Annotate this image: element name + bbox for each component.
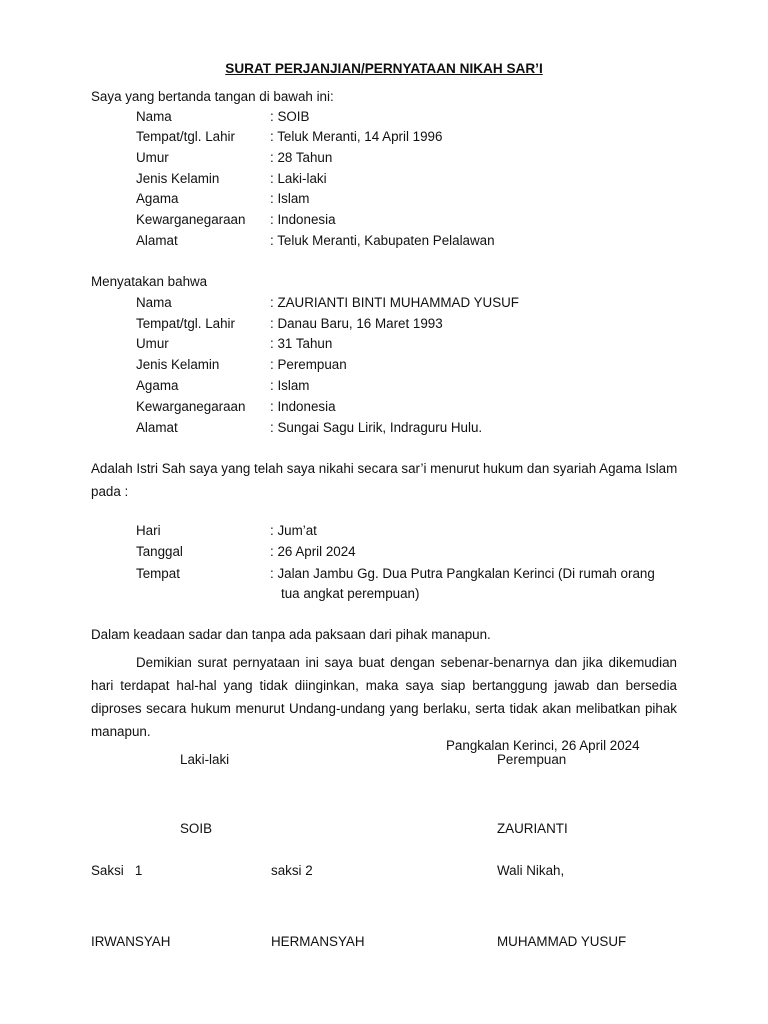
guardian-role-label: Wali Nikah,	[497, 863, 565, 878]
bride-address-label: Alamat	[136, 420, 178, 435]
guardian-name: MUHAMMAD YUSUF	[497, 934, 627, 949]
bride-birth-label: Tempat/tgl. Lahir	[136, 316, 235, 331]
witness2-role-label: saksi 2	[271, 863, 313, 878]
bride-birth-value: : Danau Baru, 16 Maret 1993	[270, 316, 443, 331]
bride-name-value: : ZAURIANTI BINTI MUHAMMAD YUSUF	[270, 295, 519, 310]
groom-name-label: Nama	[136, 109, 172, 124]
female-role-label: Perempuan	[497, 752, 567, 767]
marriage-statement: Adalah Istri Sah saya yang telah saya nikahi secara sar’i menurut hukum dan syariah Agama Islam pada :	[91, 461, 678, 499]
male-role-label: Laki-laki	[180, 752, 230, 767]
groom-birth-label: Tempat/tgl. Lahir	[136, 129, 235, 144]
bride-citizenship-label: Kewarganegaraan	[136, 399, 246, 414]
event-place-continuation: tua angkat perempuan)	[281, 586, 420, 601]
bride-gender-label: Jenis Kelamin	[136, 357, 220, 372]
groom-birth-value: : Teluk Meranti, 14 April 1996	[270, 129, 443, 144]
bride-gender-value: : Perempuan	[270, 357, 347, 372]
groom-age-value: : 28 Tahun	[270, 150, 333, 165]
intro-text: Saya yang bertanda tangan di bawah ini:	[91, 89, 334, 104]
bride-citizenship-value: : Indonesia	[270, 399, 336, 414]
groom-religion-label: Agama	[136, 191, 179, 206]
groom-name-value: : SOIB	[270, 109, 310, 124]
groom-age-label: Umur	[136, 150, 169, 165]
groom-citizenship-value: : Indonesia	[270, 212, 336, 227]
groom-citizenship-label: Kewarganegaraan	[136, 212, 246, 227]
document-title: SURAT PERJANJIAN/PERNYATAAN NIKAH SAR’I	[225, 61, 543, 76]
groom-religion-value: : Islam	[270, 191, 310, 206]
bride-religion-label: Agama	[136, 378, 179, 393]
witness1-name: IRWANSYAH	[91, 934, 171, 949]
statement-intro: Menyatakan bahwa	[91, 274, 208, 289]
witness2-name: HERMANSYAH	[271, 934, 365, 949]
bride-age-label: Umur	[136, 336, 169, 351]
witness1-role-label: Saksi 1	[91, 863, 143, 878]
groom-address-label: Alamat	[136, 233, 178, 248]
event-day-label: Hari	[136, 523, 161, 538]
event-place-label: Tempat	[136, 566, 180, 581]
groom-gender-value: : Laki-laki	[270, 171, 327, 186]
consent-text: Dalam keadaan sadar dan tanpa ada paksaan dari pihak manapun.	[91, 627, 491, 642]
event-place-value: : Jalan Jambu Gg. Dua Putra Pangkalan Kerinci (Di rumah orang	[270, 566, 655, 581]
bride-religion-value: : Islam	[270, 378, 310, 393]
closing-paragraph: Demikian surat pernyataan ini saya buat dengan sebenar-benarnya dan jika dikemudian hari terdapat hal-hal yang tidak diinginkan, maka saya siap bertanggung jawab dan bersedia diproses secara hukum menurut Undang-undang yang berlaku, serta tidak akan melibatkan pihak manapun.	[91, 655, 677, 739]
place-date: Pangkalan Kerinci, 26 April 2024	[446, 738, 640, 753]
groom-address-value: : Teluk Meranti, Kabupaten Pelalawan	[270, 233, 495, 248]
male-signatory-name: SOIB	[180, 821, 212, 836]
event-date-label: Tanggal	[136, 544, 183, 559]
bride-name-label: Nama	[136, 295, 172, 310]
groom-gender-label: Jenis Kelamin	[136, 171, 220, 186]
bride-age-value: : 31 Tahun	[270, 336, 333, 351]
bride-address-value: : Sungai Sagu Lirik, Indraguru Hulu.	[270, 420, 483, 435]
event-date-value: : 26 April 2024	[270, 544, 356, 559]
event-day-value: : Jum’at	[270, 523, 317, 538]
female-signatory-name: ZAURIANTI	[497, 821, 568, 836]
